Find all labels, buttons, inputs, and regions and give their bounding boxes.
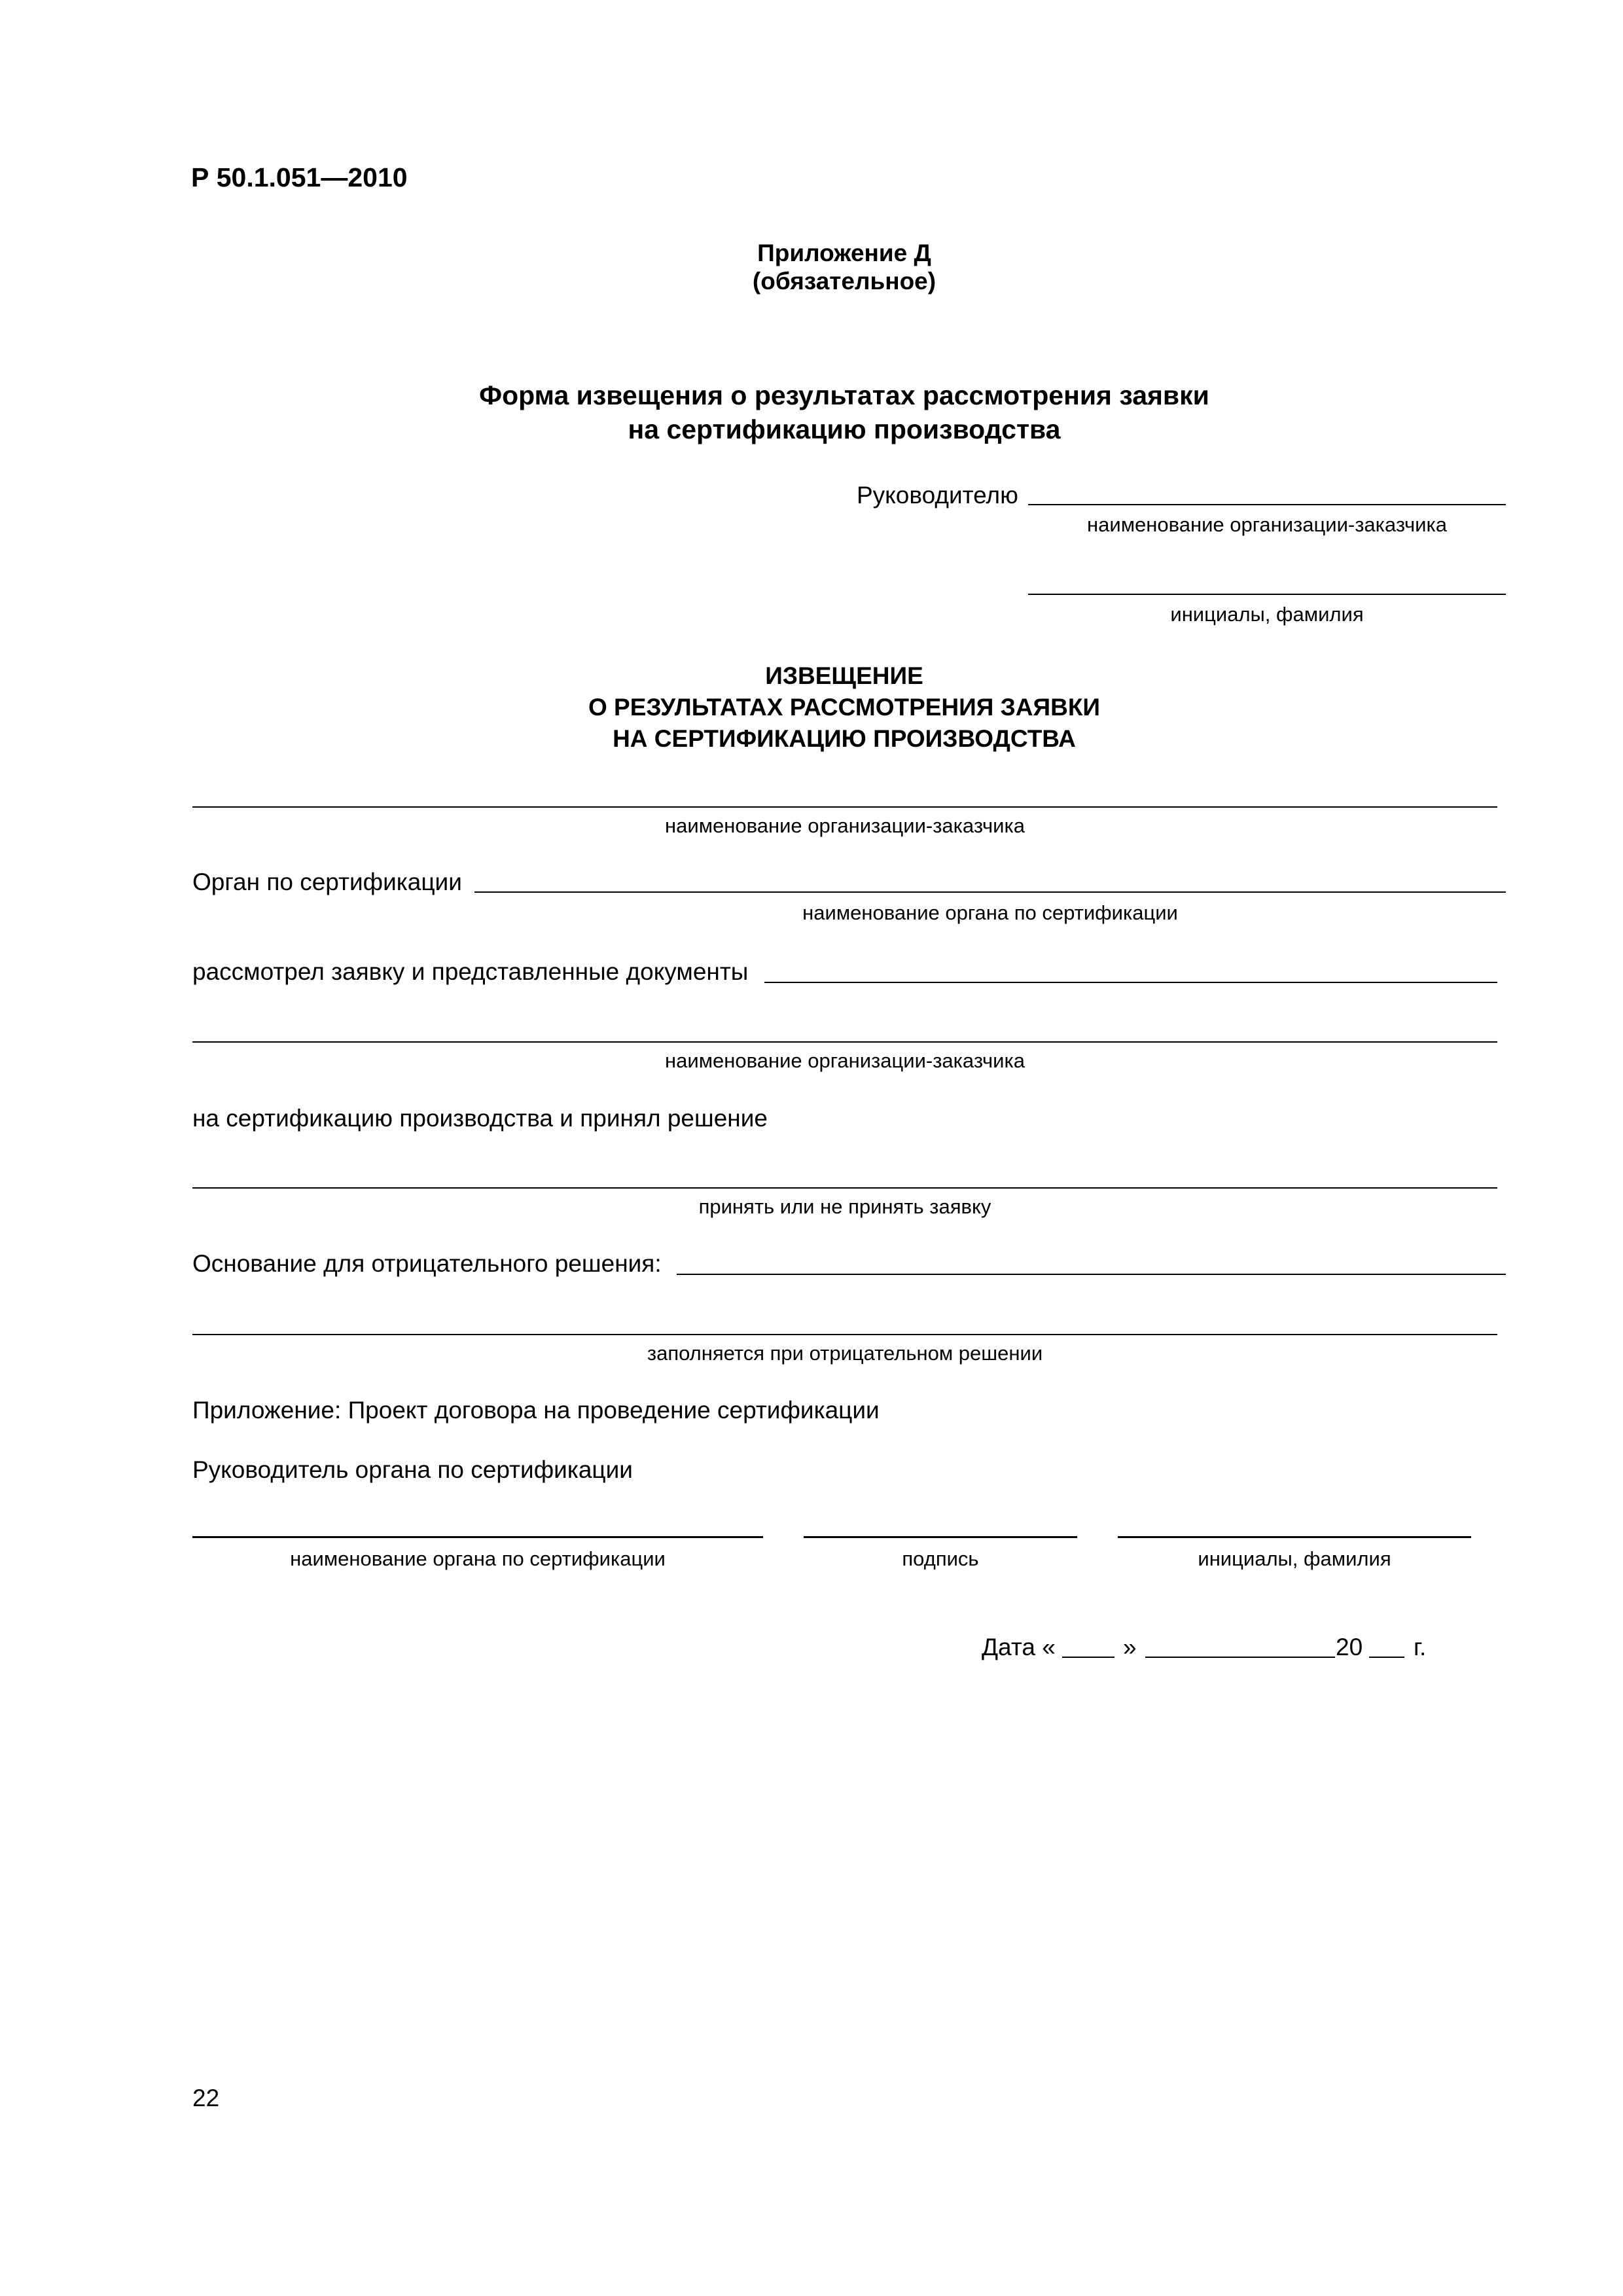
negative-reason-label: Основание для отрицательного решения:	[192, 1250, 662, 1277]
addressee-org-field[interactable]	[1028, 504, 1506, 505]
signature-org-field[interactable]	[192, 1536, 763, 1538]
addressee-name-field[interactable]	[1028, 594, 1506, 595]
addressee-name-caption: инициалы, фамилия	[1170, 603, 1364, 626]
decision-label: на сертификацию производства и принял решение	[192, 1105, 768, 1132]
customer-org-field-1[interactable]	[192, 806, 1497, 808]
notice-title-line-3: НА СЕРТИФИКАЦИЮ ПРОИЗВОДСТВА	[613, 725, 1076, 752]
date-label: Дата «	[982, 1634, 1056, 1660]
signature-name-caption: инициалы, фамилия	[1198, 1547, 1391, 1570]
negative-reason-field-2[interactable]	[192, 1334, 1497, 1335]
document-number: Р 50.1.051—2010	[191, 162, 408, 192]
customer-org-caption-1: наименование организации-заказчика	[665, 814, 1025, 837]
date-month-field[interactable]	[1145, 1657, 1335, 1658]
signature-sign-caption: подпись	[902, 1547, 979, 1570]
appendix-title: Приложение Д	[757, 240, 931, 266]
date-year-prefix: 20	[1336, 1634, 1363, 1660]
negative-reason-caption: заполняется при отрицательном решении	[647, 1342, 1043, 1365]
head-label: Руководитель органа по сертификации	[192, 1456, 633, 1483]
signature-org-caption: наименование органа по сертификации	[290, 1547, 666, 1570]
cert-body-label: Орган по сертификации	[192, 869, 462, 895]
notice-title-line-1: ИЗВЕЩЕНИЕ	[765, 662, 923, 689]
date-day-field[interactable]	[1062, 1657, 1115, 1658]
date-quote-close: »	[1123, 1634, 1137, 1660]
reviewed-label: рассмотрел заявку и представленные документы	[192, 958, 749, 985]
form-title-line-2: на сертификацию производства	[628, 414, 1061, 444]
addressee-org-caption: наименование организации-заказчика	[1087, 513, 1447, 536]
page-number: 22	[192, 2085, 220, 2111]
decision-field[interactable]	[192, 1187, 1497, 1189]
customer-org-field-2[interactable]	[192, 1041, 1497, 1043]
date-year-field[interactable]	[1369, 1657, 1404, 1658]
form-title	[353, 378, 1335, 446]
date-year-suffix: г.	[1414, 1634, 1427, 1660]
appendix-status: (обязательное)	[752, 268, 936, 295]
notice-title-line-2: О РЕЗУЛЬТАТАХ РАССМОТРЕНИЯ ЗАЯВКИ	[588, 694, 1101, 721]
cert-body-caption: наименование органа по сертификации	[802, 901, 1178, 924]
attachment-text: Приложение: Проект договора на проведение сертификации	[192, 1397, 880, 1424]
decision-caption: принять или не принять заявку	[698, 1195, 991, 1218]
negative-reason-field[interactable]	[677, 1274, 1506, 1275]
signature-sign-field[interactable]	[804, 1536, 1077, 1538]
reviewed-field[interactable]	[764, 982, 1497, 983]
notice-title	[419, 660, 1270, 755]
addressee-label: Руководителю	[857, 482, 1018, 509]
customer-org-caption-2: наименование организации-заказчика	[665, 1049, 1025, 1072]
signature-name-field[interactable]	[1118, 1536, 1471, 1538]
form-title-line-1: Форма извещения о результатах рассмотрения заявки	[479, 380, 1209, 410]
cert-body-field[interactable]	[474, 891, 1506, 893]
